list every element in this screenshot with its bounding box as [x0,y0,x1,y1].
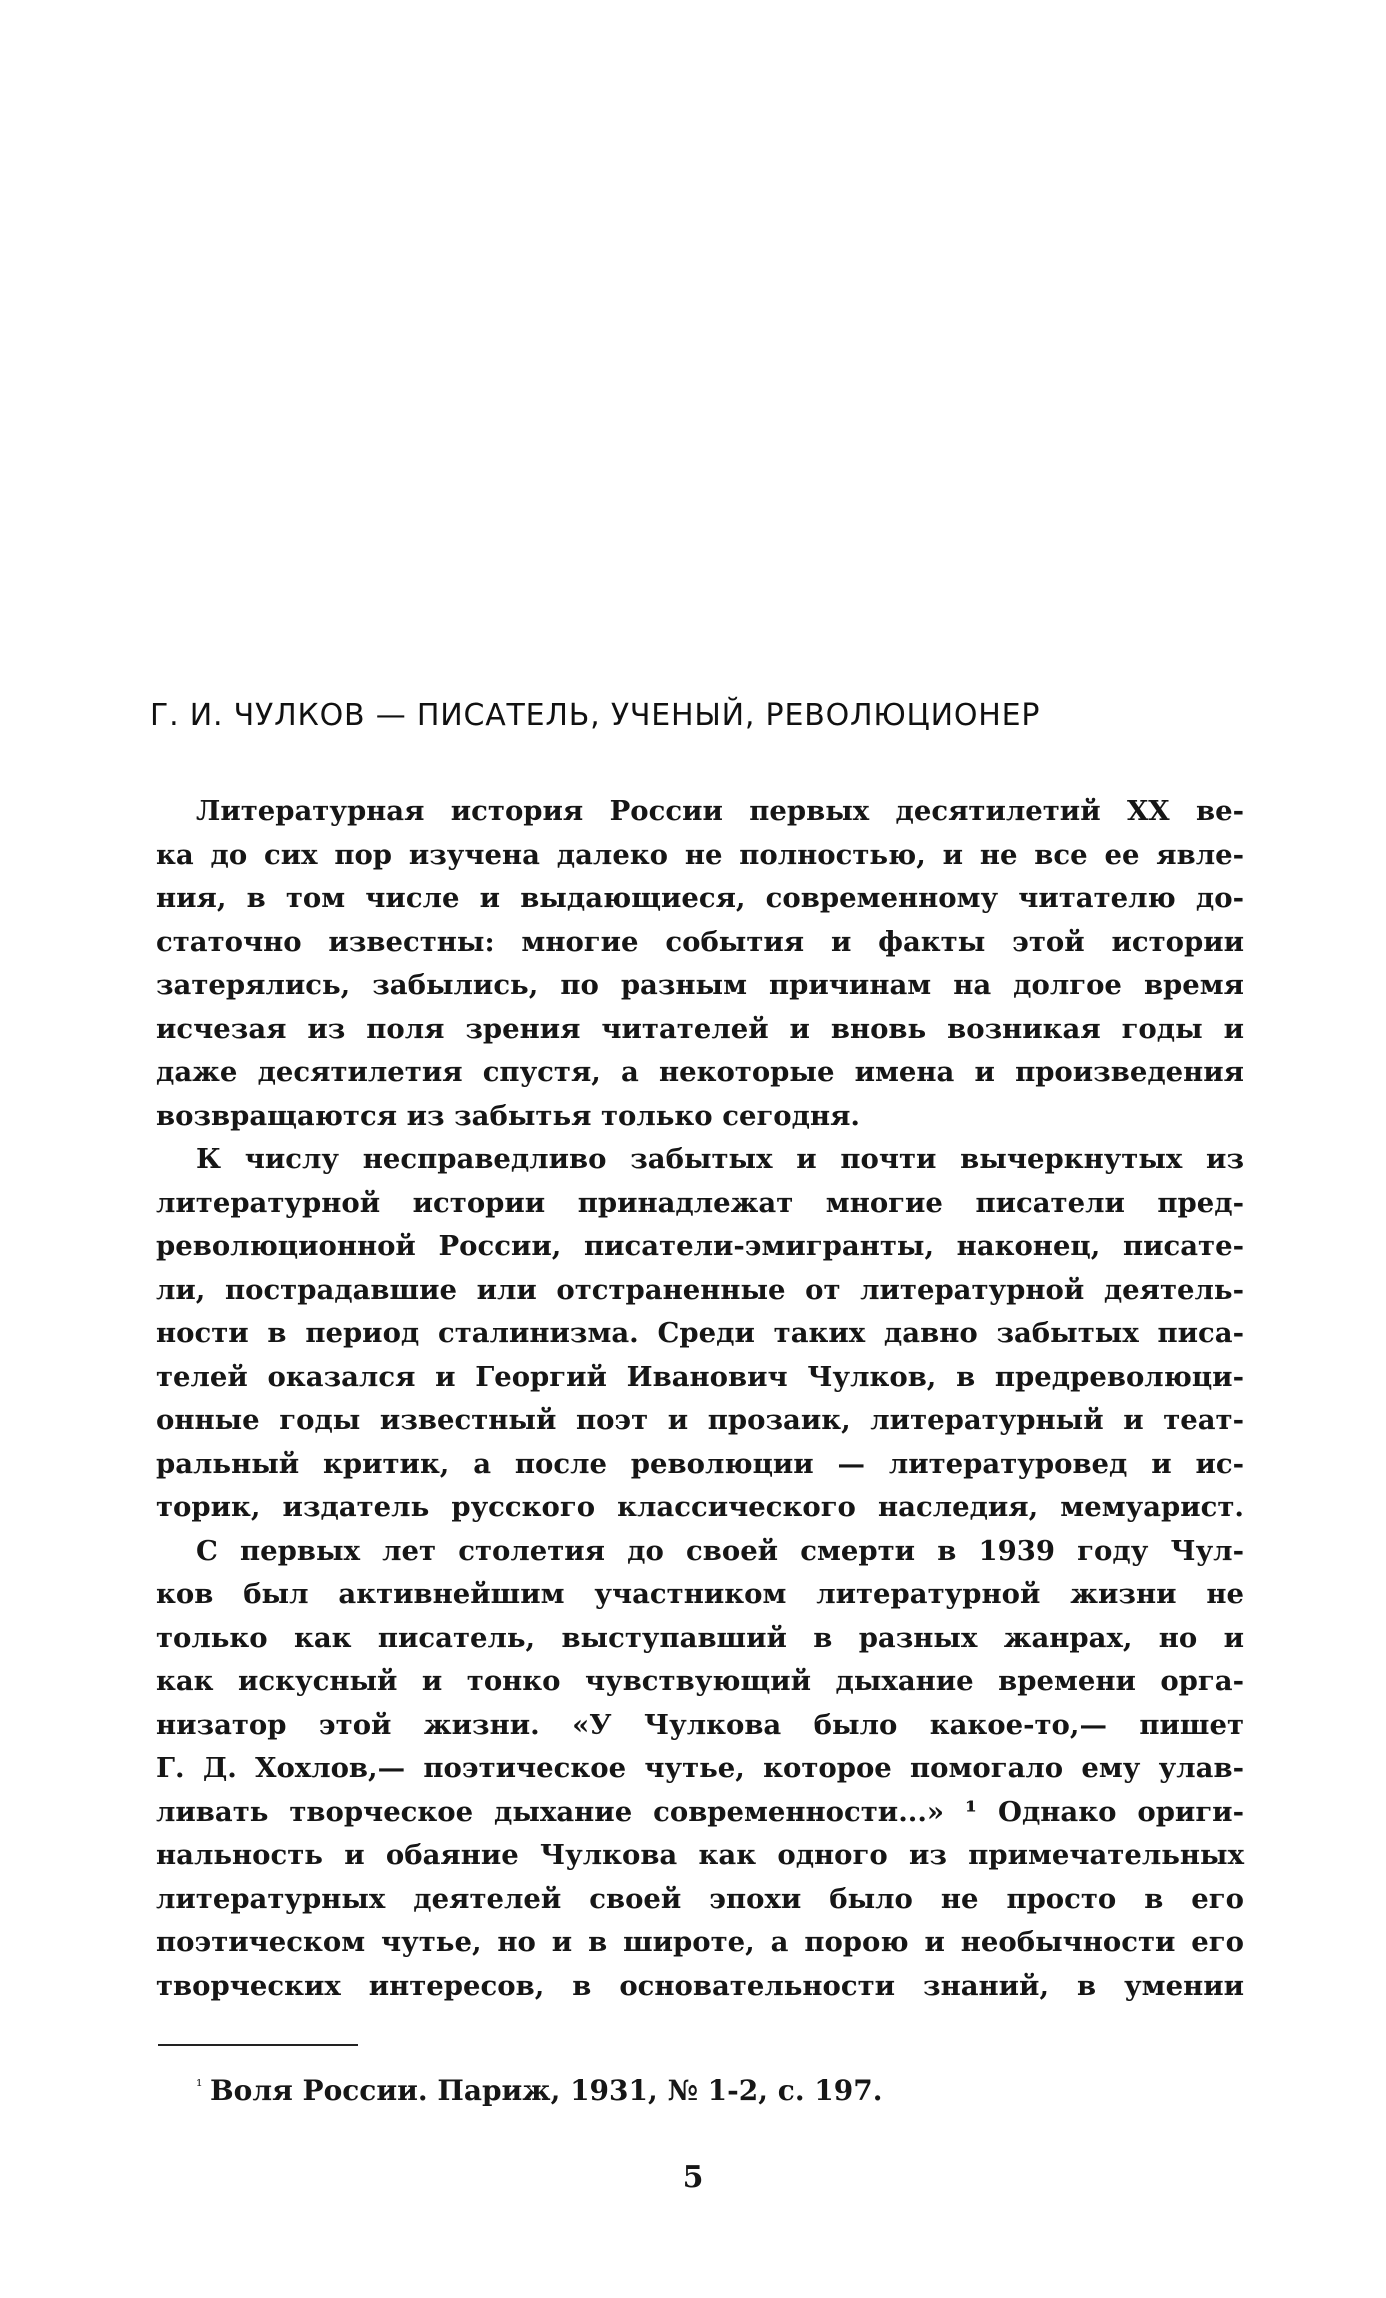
text-line: торик, издатель русского классического наследия, мемуарист. [156,1491,1244,1523]
text-line: творческих интересов, в основательности знаний, в умении [156,1969,1244,2002]
text-line: революционной России, писатели-эмигранты, наконец, писате- [156,1230,1244,1262]
text-line: Литературная история России первых десятилетий XX ве- [196,795,1244,827]
chapter-heading: Г. И. ЧУЛКОВ — ПИСАТЕЛЬ, УЧЕНЫЙ, РЕВОЛЮЦИОНЕР [150,698,1041,733]
text-line: исчезая из поля зрения читателей и вновь возникая годы и [156,1012,1244,1045]
text-line: ния, в том числе и выдающиеся, современному читателю до- [156,882,1244,914]
text-line: Г. Д. Хохлов,— поэтическое чутье, которое помогало ему улав- [156,1752,1244,1784]
text-line: только как писатель, выступавший в разных жанрах, но и [156,1621,1244,1654]
text-line: С первых лет столетия до своей смерти в 1939 году Чул- [196,1534,1244,1567]
text-line: телей оказался и Георгий Иванович Чулков, в предреволюци- [156,1360,1244,1393]
text-line: ральный критик, а после революции — литературовед и ис- [156,1447,1244,1480]
text-line: статочно известны: многие события и факты этой истории [156,925,1244,958]
body-text [156,790,1244,2008]
text-line: поэтическом чутье, но и в широте, а порою и необычности его [156,1926,1244,1958]
footnote-text: Воля России. Париж, 1931, № 1-2, с. 197. [210,2074,883,2107]
text-line: как искусный и тонко чувствующий дыхание времени орга- [156,1665,1244,1697]
text-line: затерялись, забылись, по разным причинам на долгое время [156,969,1244,1001]
text-line: даже десятилетия спустя, а некоторые имена и произведения [156,1056,1244,1088]
text-line: ли, пострадавшие или отстраненные от литературной деятель- [156,1273,1244,1306]
footnote-marker: ¹ [196,2076,203,2095]
text-line: литературных деятелей своей эпохи было не просто в его [156,1882,1244,1915]
text-line: низатор этой жизни. «У Чулкова было какое-то,— пишет [156,1708,1244,1741]
text-line: ливать творческое дыхание современности...» ¹ Однако ориги- [156,1795,1244,1828]
text-line: ков был активнейшим участником литературной жизни не [156,1578,1244,1610]
text-line: онные годы известный поэт и прозаик, литературный и теат- [156,1404,1244,1436]
text-line: ка до сих пор изучена далеко не полностью, и не все ее явле- [156,838,1244,871]
text-line: нальность и обаяние Чулкова как одного из примечательных [156,1839,1244,1871]
footnote-divider [158,2044,358,2046]
text-line: литературной истории принадлежат многие писатели пред- [156,1186,1244,1219]
text-line: ности в период сталинизма. Среди таких давно забытых писа- [156,1317,1244,1349]
text-line: возвращаются из забытья только сегодня. [156,1099,860,1132]
text-line: К числу несправедливо забытых и почти вычеркнутых из [196,1143,1244,1175]
page-number: 5 [682,2160,704,2195]
